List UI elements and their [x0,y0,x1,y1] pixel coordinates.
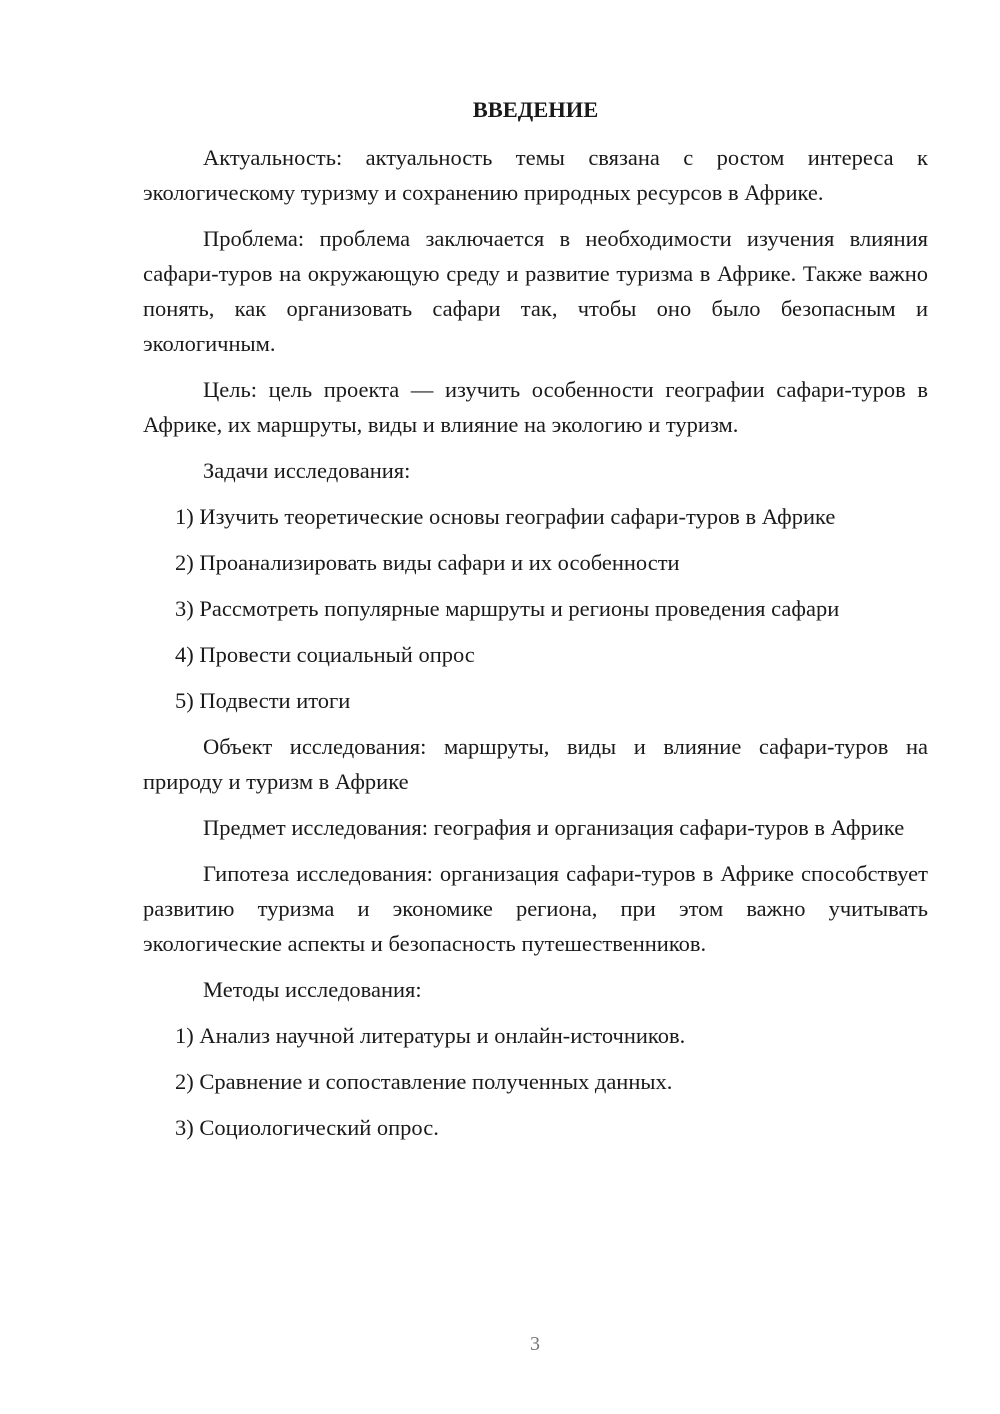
document-body [143,92,928,1156]
hypothesis-paragraph: Гипотеза исследования: организация сафари-туров в Африке способствует развитию туризма и экономике региона, при этом важно учитывать экологические аспекты и безопасность путешественников. [143,861,928,956]
task-item: 1) Изучить теоретические основы географии сафари-туров в Африке [175,504,836,529]
method-item: 2) Сравнение и сопоставление полученных данных. [175,1069,673,1094]
task-item: 5) Подвести итоги [175,688,351,713]
method-item: 3) Социологический опрос. [175,1115,439,1140]
section-heading: ВВЕДЕНИЕ [472,97,599,122]
page-number: 3 [530,1333,540,1355]
methods-heading: Методы исследования: [203,977,422,1002]
method-item: 1) Анализ научной литературы и онлайн-источников. [175,1023,686,1048]
task-item: 3) Рассмотреть популярные маршруты и регионы проведения сафари [175,596,840,621]
task-item: 2) Проанализировать виды сафари и их особенности [175,550,680,575]
relevance-paragraph: Актуальность: актуальность темы связана с ростом интереса к экологическому туризму и сохранению природных ресурсов в Африке. [143,145,928,205]
subject-paragraph: Предмет исследования: география и организация сафари-туров в Африке [203,815,905,840]
object-paragraph: Объект исследования: маршруты, виды и влияние сафари-туров на природу и туризм в Африке [143,734,928,794]
task-item: 4) Провести социальный опрос [175,642,475,667]
goal-paragraph: Цель: цель проекта — изучить особенности географии сафари-туров в Африке, их маршруты, виды и влияние на экологию и туризм. [143,377,928,437]
tasks-heading: Задачи исследования: [203,458,411,483]
problem-paragraph: Проблема: проблема заключается в необходимости изучения влияния сафари-туров на окружающую среду и развитие туризма в Африке. Также важно понять, как организовать сафари так, чтобы оно было безопасным и экологичным. [143,226,928,356]
